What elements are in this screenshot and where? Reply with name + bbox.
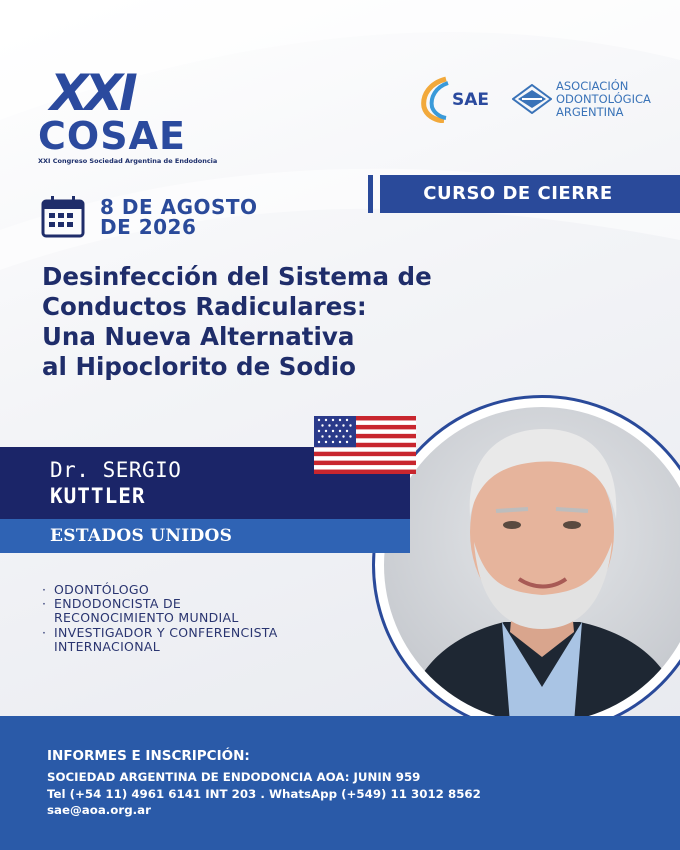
aoa-line: ARGENTINA bbox=[556, 105, 624, 119]
speaker-surname: KUTTLER bbox=[50, 484, 146, 508]
aoa-logo-icon bbox=[512, 84, 552, 114]
credential-line: ODONTÓLOGO bbox=[54, 582, 150, 597]
logo-name: COSAE bbox=[38, 114, 186, 158]
date-line-1: 8 DE AGOSTO bbox=[100, 195, 258, 219]
credential-text bbox=[54, 626, 278, 654]
credential-item bbox=[42, 626, 342, 654]
calendar-icon bbox=[40, 195, 86, 239]
footer-address: SOCIEDAD ARGENTINA DE ENDODONCIA AOA: JUNIN 959 bbox=[47, 770, 421, 784]
sae-logo-text: SAE bbox=[452, 90, 490, 110]
bullet-dot: · bbox=[42, 582, 47, 597]
speaker-photo bbox=[384, 407, 680, 723]
speaker-credentials bbox=[42, 583, 342, 654]
title-line: Una Nueva Alternativa bbox=[42, 322, 355, 351]
title-line: Conductos Radiculares: bbox=[42, 292, 367, 321]
credential-text bbox=[54, 597, 239, 625]
credential-line: INTERNACIONAL bbox=[54, 638, 160, 654]
aoa-line: ODONTOLÓGICA bbox=[556, 92, 651, 106]
bullet-dot: · bbox=[42, 624, 47, 640]
credential-item bbox=[42, 583, 342, 597]
event-date bbox=[100, 197, 258, 237]
title-line: al Hipoclorito de Sodio bbox=[42, 352, 356, 381]
course-title bbox=[42, 262, 462, 382]
footer-email: sae@aoa.org.ar bbox=[47, 803, 151, 817]
speaker-prefix: Dr. SERGIO bbox=[50, 458, 182, 482]
badge-accent bbox=[368, 175, 373, 213]
logo-subtitle: XXI Congreso Sociedad Argentina de Endodoncia bbox=[38, 157, 218, 165]
badge-label: CURSO DE CIERRE bbox=[380, 175, 680, 213]
speaker-country: ESTADOS UNIDOS bbox=[50, 526, 233, 546]
credential-line: ENDODONCISTA DE bbox=[54, 596, 182, 612]
aoa-line: ASOCIACIÓN bbox=[556, 79, 629, 93]
credential-text bbox=[54, 583, 149, 597]
speaker-portrait-icon bbox=[384, 407, 680, 723]
footer-phone: Tel (+54 11) 4961 6141 INT 203 . WhatsApp (+549) 11 3012 8562 bbox=[47, 787, 481, 801]
logo-roman-numeral: XXI bbox=[50, 64, 134, 122]
footer-title: INFORMES E INSCRIPCIÓN: bbox=[47, 748, 250, 764]
credential-item bbox=[42, 597, 342, 625]
credential-line: INVESTIGADOR Y CONFERENCISTA bbox=[54, 624, 278, 640]
bullet-dot: · bbox=[42, 596, 47, 612]
course-badge bbox=[368, 175, 680, 213]
credential-line: RECONOCIMIENTO MUNDIAL bbox=[54, 610, 239, 626]
aoa-logo-text bbox=[556, 80, 651, 119]
usa-flag-icon bbox=[314, 416, 416, 474]
date-line-2: DE 2026 bbox=[100, 215, 197, 239]
title-line: Desinfección del Sistema de bbox=[42, 262, 432, 291]
cosae-logo bbox=[38, 64, 218, 165]
